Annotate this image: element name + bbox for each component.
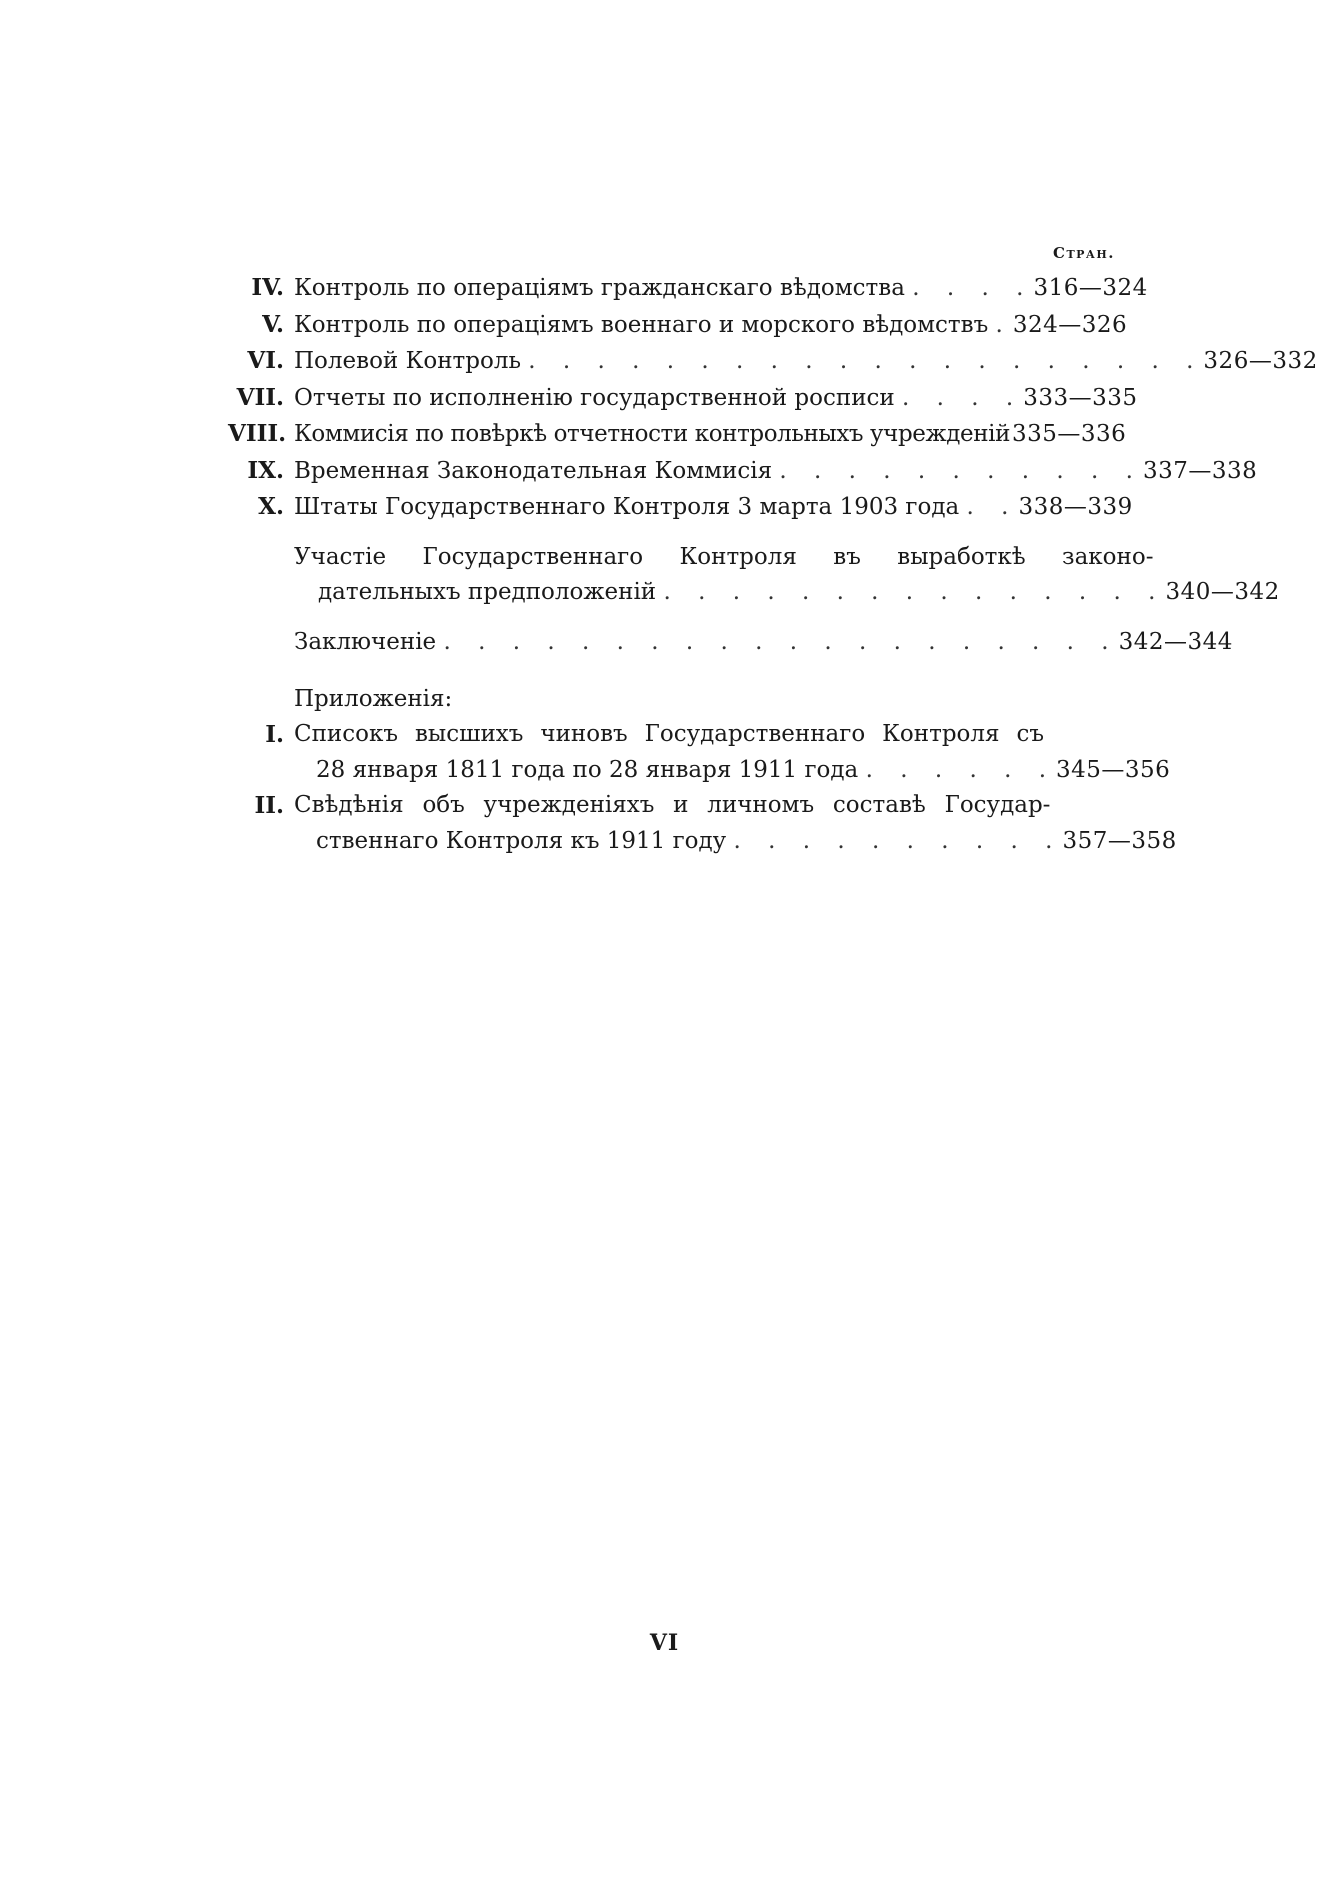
entry-title-wrap (294, 381, 1023, 417)
entry-title-wrap (294, 717, 1056, 788)
entry-title: Временная Законодательная Коммисія (294, 457, 773, 484)
entry-pages: 333—335 (1023, 384, 1138, 411)
entry-title: Штаты Государственнаго Контроля 3 марта 1903 года (294, 494, 960, 520)
entry-title-wrap (294, 788, 1062, 859)
entry-number: IV. (251, 274, 284, 301)
leader-dots: . (995, 311, 1013, 338)
entry-title-line2: ственнаго Контроля къ 1911 году (316, 827, 727, 854)
entry-title: Контроль по операціямъ военнаго и морского вѣдомствъ (294, 311, 989, 338)
leader-dots: . . . . . . . . . . . (779, 457, 1143, 484)
entry-title-wrap (294, 271, 1033, 307)
entry-pages: 340—342 (1165, 579, 1280, 605)
entry-number: VI. (247, 347, 284, 374)
entry-number: X. (258, 493, 284, 520)
entry-number: VIII. (228, 420, 287, 447)
entry-pages: 324—326 (1012, 311, 1128, 338)
entry-pages: 342—344 (1118, 628, 1233, 655)
entry-title-wrap (294, 344, 1203, 380)
entry-pages: 335—336 (1012, 421, 1127, 447)
entry-number: I. (265, 721, 284, 748)
spacer (228, 611, 1118, 625)
entry-title-wrap (294, 625, 1119, 661)
toc-entry-participation[interactable] (228, 540, 1280, 611)
page-number: VI (649, 1630, 680, 1656)
entry-title: Отчеты по исполненію государственной росписи (294, 384, 895, 411)
spacer (228, 526, 1118, 540)
spacer (228, 660, 1118, 682)
leader-dots: . . . . (912, 275, 1034, 301)
leader-dots: . . . . (902, 384, 1024, 411)
entry-number: VII. (236, 383, 284, 411)
appendix-entry[interactable] (228, 717, 1171, 788)
entry-title-line2: дательныхъ предположеній (318, 579, 657, 605)
toc-entry[interactable] (228, 453, 1258, 490)
entry-title: Контроль по операціямъ гражданскаго вѣдомства (294, 275, 905, 301)
entry-pages: 345—356 (1056, 756, 1171, 783)
entry-title-wrap (294, 490, 1018, 526)
toc-entry-conclusion[interactable] (228, 625, 1233, 661)
entry-title-line2-wrap (294, 824, 1062, 860)
entry-title: Заключеніе (294, 628, 437, 655)
entry-number: II. (254, 792, 284, 819)
entry-title-wrap (294, 308, 1013, 344)
entry-title-wrap (294, 454, 1143, 490)
entry-pages: 316—324 (1033, 275, 1148, 301)
toc-entry[interactable] (228, 489, 1133, 526)
entry-title-line1: Списокъ высшихъ чиновъ Государственнаго Контроля съ (294, 721, 1045, 747)
entry-title-line2: 28 января 1811 года по 28 января 1911 года (316, 756, 859, 783)
leader-dots: . . . . . . (865, 756, 1057, 783)
toc-entry[interactable] (228, 307, 1128, 344)
pages-column-label: Стран. (1053, 244, 1115, 262)
entry-title: Полевой Контроль (294, 348, 521, 374)
entry-title-line1: Участіе Государственнаго Контроля въ выработкѣ законо- (294, 543, 1154, 570)
entry-title: Коммисія по повѣркѣ отчетности контрольныхъ учрежденій (294, 421, 1011, 447)
entry-pages: 326—332 (1203, 348, 1318, 374)
toc-entry[interactable] (228, 343, 1318, 380)
toc-entry[interactable] (228, 416, 1127, 453)
table-of-contents (228, 270, 1318, 859)
entry-pages: 337—338 (1142, 457, 1258, 484)
appendices-heading: Приложенія: (294, 686, 453, 712)
entry-title-line2-wrap (294, 575, 1165, 611)
entry-pages: 338—339 (1018, 494, 1133, 520)
toc-entry[interactable] (228, 380, 1138, 417)
leader-dots: . . . . . . . . . . . . . . . (663, 579, 1166, 605)
entry-title-line2-wrap (294, 753, 1056, 789)
leader-dots: . . (966, 494, 1019, 520)
leader-dots: . . . . . . . . . . . . . . . . . . . . (443, 628, 1119, 655)
leader-dots: . . . . . . . . . . (733, 827, 1063, 854)
entry-title-line1: Свѣдѣнія объ учрежденіяхъ и личномъ составѣ Государ- (294, 792, 1051, 818)
entry-number: IX. (247, 456, 284, 484)
leader-dots: . . . . . . . . . . . . . . . . . . . . (528, 348, 1204, 374)
entry-pages: 357—358 (1062, 827, 1177, 854)
appendix-entry[interactable] (228, 788, 1177, 859)
entry-title-wrap (294, 417, 1012, 453)
entry-number: V. (262, 310, 284, 338)
entry-title-wrap (294, 540, 1165, 611)
toc-entry[interactable] (228, 270, 1148, 307)
